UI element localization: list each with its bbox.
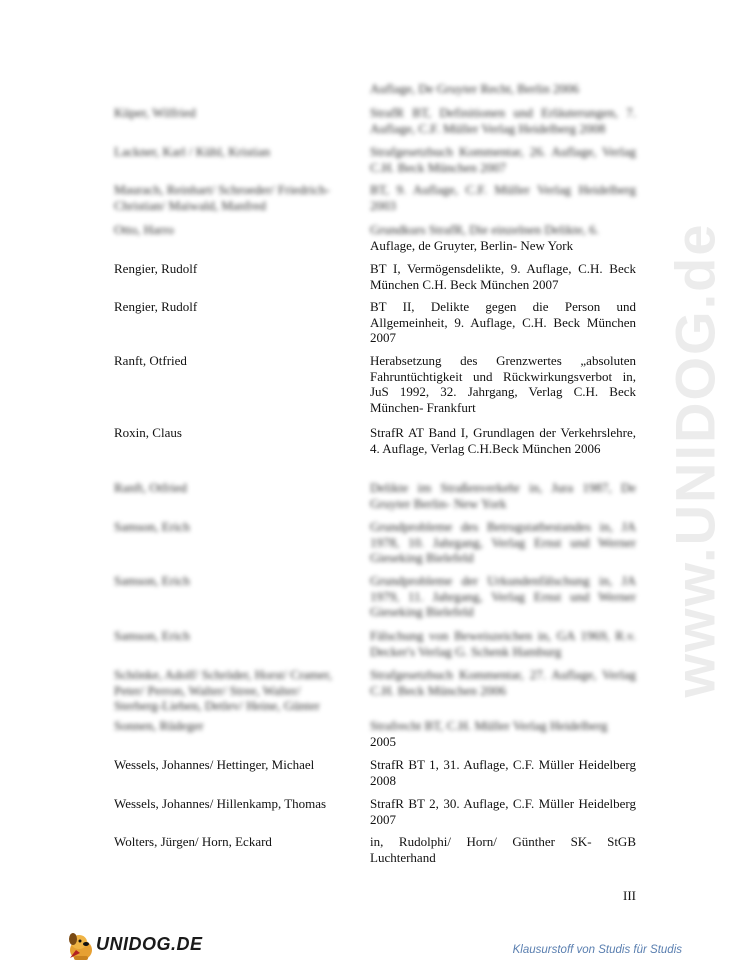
page-number: III [623, 888, 636, 903]
unidog-logo [66, 930, 203, 962]
entry-work: Delikte im Straßenverkehr in, Jura 1987, De Gruyter Berlin- New York [370, 480, 636, 511]
entry-author: Sonnen, Rüdeger [114, 718, 204, 733]
entry-author: Ranft, Otfried [114, 353, 187, 368]
entry-work-visible-line: Auflage, de Gruyter, Berlin- New York [370, 237, 574, 253]
entry-work: Strafgesetzbuch Kommentar, 27. Auflage, Verlag C.H. Beck München 2006 [370, 667, 636, 698]
entry-work-blurred-line: Strafrecht BT, C.H. Müller Verlag Heidelberg [370, 718, 608, 733]
entry-work: StrafR BT, Definitionen und Erläuterungen, 7. Auflage, C.F. Müller Verlag Heidelberg 2008 [370, 105, 636, 136]
entry-author: Küper, Wilfried [114, 105, 196, 120]
entry-work: in, Rudolphi/ Horn/ Günther SK- StGB Luchterhand [370, 834, 636, 865]
entry-author: Samson, Erich [114, 628, 190, 643]
watermark [640, 210, 750, 710]
entry-author: Rengier, Rudolf [114, 299, 198, 314]
entry-work: Fälschung von Beweiszeichen in, GA 1969, R.v. Decker's Verlag G. Schenk Hamburg [370, 628, 636, 659]
dog-mascot-icon [66, 930, 96, 962]
entry-work: StrafR BT 1, 31. Auflage, C.F. Müller Heidelberg 2008 [370, 757, 636, 788]
entry-author: Samson, Erich [114, 573, 190, 588]
entry-work-visible-line: 2005 [370, 733, 396, 749]
entry-work: Strafgesetzbuch Kommentar, 26. Auflage, Verlag C.H. Beck München 2007 [370, 144, 636, 175]
entry-work: Herabsetzung des Grenzwertes „absoluten Fahruntüchtigkeit und Rückwirkungsverbot in, JuS 1992, 32. Jahrgang, Verlag C.H. Beck München- Frankfurt [370, 353, 636, 415]
entry-author: Wessels, Johannes/ Hillenkamp, Thomas [114, 796, 327, 811]
entry-work: StrafR AT Band I, Grundlagen der Verkehrslehre, 4. Auflage, Verlag C.H.Beck München 2006 [370, 425, 636, 456]
logo-wordmark: UNIDOG.DE [96, 934, 203, 954]
entry-work: Grundprobleme des Betrugstatbestandes in, JA 1978, 10. Jahrgang, Verlag Ernst und Werner Gieseking Bielefeld [370, 519, 636, 565]
entry-author: Roxin, Claus [114, 425, 182, 440]
entry-author: Lackner, Karl / Kühl, Kristian [114, 144, 271, 159]
entry-work [370, 222, 636, 253]
entry-author: Otto, Harro [114, 222, 174, 237]
entry-work: Auflage, De Gruyter Recht, Berlin 2006 [370, 81, 580, 96]
entry-work: BT, 9. Auflage, C.F. Müller Verlag Heidelberg 2003 [370, 182, 636, 213]
entry-work: StrafR BT 2, 30. Auflage, C.F. Müller Heidelberg 2007 [370, 796, 636, 827]
entry-author: Maurach, Reinhart/ Schroeder/ Friedrich-Christian/ Maiwald, Manfred [114, 182, 330, 213]
entry-author: Wolters, Jürgen/ Horn, Eckard [114, 834, 272, 849]
entry-work: Grundprobleme der Urkundenfälschung in, JA 1979, 11. Jahrgang, Verlag Ernst und Werner Gieseking Bielefeld [370, 573, 636, 619]
entry-author: Samson, Erich [114, 519, 190, 534]
entry-work [370, 718, 636, 749]
entry-author: Rengier, Rudolf [114, 261, 198, 276]
entry-author: Schönke, Adolf/ Schröder, Horst/ Cramer, Peter/ Perron, Walter/ Stree, Walter/ Sterberg-Lieben, Detlev/ Heine, Günter [114, 667, 333, 713]
entry-work: BT II, Delikte gegen die Person und Allgemeinheit, 9. Auflage, C.H. Beck München 2007 [370, 299, 636, 345]
entry-work-blurred-line: Grundkurs StrafR, Die einzelnen Delikte, 6. [370, 222, 599, 237]
watermark-text: www.UNIDOG.de [663, 222, 727, 698]
footer-tagline: Klausurstoff von Studis für Studis [512, 944, 682, 956]
entry-author: Wessels, Johannes/ Hettinger, Michael [114, 757, 315, 772]
entry-author: Ranft, Otfried [114, 480, 187, 495]
entry-work: BT I, Vermögensdelikte, 9. Auflage, C.H. Beck München C.H. Beck München 2007 [370, 261, 636, 292]
